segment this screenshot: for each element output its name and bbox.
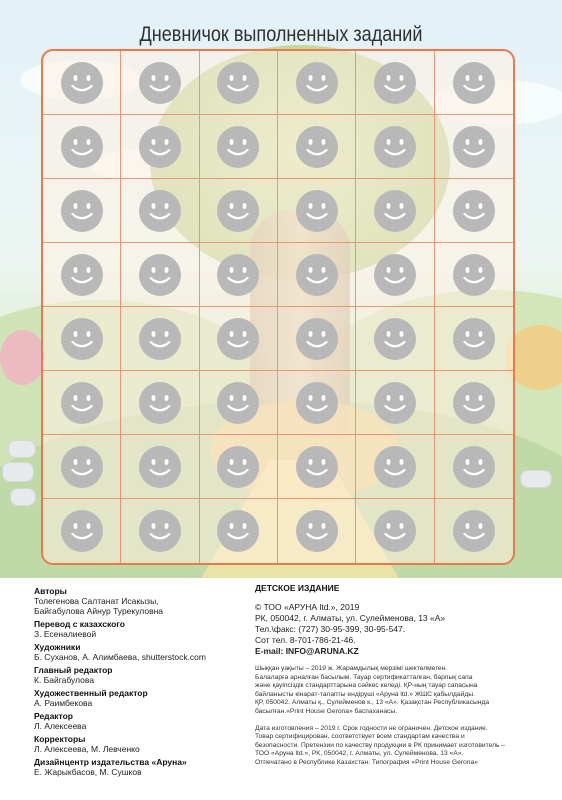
- smiley-face-icon: [216, 189, 260, 233]
- smiley-face-icon: [373, 125, 417, 169]
- grid-cell: [200, 499, 278, 563]
- smiley-face-icon: [138, 189, 182, 233]
- smiley-face-icon: [138, 61, 182, 105]
- smiley-face-icon: [295, 509, 339, 553]
- notice-line: безопасности. Претензии по качеству продукции в РК принимает изготовитель –: [255, 741, 506, 749]
- smiley-face-icon: [373, 253, 417, 297]
- smiley-face-icon: [295, 61, 339, 105]
- grid-cell: [356, 371, 434, 435]
- smiley-face-icon: [60, 317, 104, 361]
- smiley-face-icon: [452, 381, 496, 425]
- credit-name-line: К. Байгабулова: [34, 675, 95, 685]
- smiley-face-icon: [60, 189, 104, 233]
- page-title: Дневничок выполненных заданий: [139, 23, 423, 46]
- smiley-face-icon: [373, 509, 417, 553]
- grid-cell: [121, 499, 199, 563]
- publisher-column: [255, 583, 540, 768]
- credit-name-line: З. Есеналиевой: [34, 629, 97, 639]
- smiley-face-icon: [452, 509, 496, 553]
- grid-cell: [200, 51, 278, 115]
- publisher-line: РК, 050042, г. Алматы, ул. Сулейменова, 13 «А»: [255, 613, 446, 623]
- grid-cell: [278, 435, 356, 499]
- smiley-face-icon: [452, 61, 496, 105]
- smiley-face-icon: [452, 189, 496, 233]
- smiley-face-icon: [138, 253, 182, 297]
- smiley-face-icon: [452, 445, 496, 489]
- credit-role: Дизайнцентр издательства «Аруна»: [34, 757, 187, 767]
- publisher-line: Тел.\факс: (727) 30-95-399, 30-95-547.: [255, 624, 406, 634]
- grid-cell: [356, 179, 434, 243]
- grid-cell: [121, 51, 199, 115]
- smiley-face-icon: [452, 125, 496, 169]
- credit-names: [34, 744, 249, 754]
- grid-cell: [356, 115, 434, 179]
- credit-role: Перевод с казахского: [34, 619, 125, 629]
- smiley-face-icon: [373, 381, 417, 425]
- smiley-face-icon: [60, 381, 104, 425]
- notice-line: және қауіпсіздік стандарттарына сәйкес келеді. ҚР-ның тауар сапасына: [255, 682, 478, 690]
- grid-cell: [435, 115, 513, 179]
- smiley-face-icon: [138, 509, 182, 553]
- credit-names: [34, 652, 249, 662]
- grid-cell: [43, 243, 121, 307]
- smiley-face-icon: [295, 253, 339, 297]
- smiley-face-icon: [216, 509, 260, 553]
- credit-name-line: А. Раимбекова: [34, 698, 93, 708]
- smiley-face-icon: [60, 125, 104, 169]
- kids-edition-label: ДЕТСКОЕ ИЗДАНИЕ: [255, 583, 340, 593]
- notice-line: Отпечатано в Республике Казахстан. Типография «Print House Gerona»: [255, 758, 478, 766]
- notice-line: байланысты кінарат-талапты ендіруші «Аруна ltd.» ЖШС қабылдайды.: [255, 690, 475, 698]
- grid-cell: [43, 371, 121, 435]
- grid-cell: [121, 115, 199, 179]
- notice-line: ТОО «Аруна ltd.», РК, 050042, г. Алматы, ул. Сулейменова, 13 «А».: [255, 750, 464, 758]
- grid-cell: [43, 115, 121, 179]
- smiley-face-icon: [216, 317, 260, 361]
- smiley-face-icon: [452, 317, 496, 361]
- grid-cell: [278, 51, 356, 115]
- grid-cell: [200, 179, 278, 243]
- smiley-face-icon: [373, 317, 417, 361]
- smiley-face-icon: [295, 189, 339, 233]
- grid-cell: [435, 51, 513, 115]
- credit-name-line: Е. Жарыкбасов, М. Сушков: [34, 767, 142, 777]
- smiley-face-icon: [216, 381, 260, 425]
- imprint-section: [0, 578, 562, 800]
- credit-role: Редактор: [34, 711, 73, 721]
- smiley-face-icon: [295, 381, 339, 425]
- grid-cell: [121, 435, 199, 499]
- grid-cell: [43, 435, 121, 499]
- kazakh-notice: [255, 665, 540, 717]
- grid-cell: [356, 51, 434, 115]
- smiley-face-icon: [60, 445, 104, 489]
- publisher-email: E-mail: INFO@ARUNA.KZ: [255, 646, 359, 656]
- grid-cell: [200, 307, 278, 371]
- smiley-face-icon: [373, 189, 417, 233]
- grid-cell: [121, 371, 199, 435]
- smiley-face-icon: [138, 445, 182, 489]
- credit-name-line: Л. Алексеева: [34, 721, 87, 731]
- smiley-face-icon: [216, 253, 260, 297]
- grid-cell: [435, 179, 513, 243]
- credit-name-line: Толегенова Салтанат Исакызы,: [34, 596, 159, 606]
- credit-names: [34, 675, 249, 685]
- grid-cell: [200, 435, 278, 499]
- grid-cell: [278, 179, 356, 243]
- grid-cell: [356, 499, 434, 563]
- smiley-face-icon: [60, 253, 104, 297]
- grid-cell: [278, 307, 356, 371]
- smiley-face-icon: [373, 61, 417, 105]
- notice-line: ҚР, 050042. Алматы қ., Сулейменов к., 13 «А». Қазақстан Республикасында: [255, 699, 490, 707]
- grid-cell: [356, 307, 434, 371]
- credit-names: [34, 596, 249, 616]
- grid-cell: [43, 51, 121, 115]
- credit-name-line: Б. Суханов, А. Алимбаева, shutterstock.com: [34, 652, 206, 662]
- smiley-grid: [43, 51, 513, 563]
- credit-role: Главный редактор: [34, 665, 113, 675]
- credit-role: Корректоры: [34, 734, 86, 744]
- grid-cell: [121, 179, 199, 243]
- smiley-face-icon: [138, 381, 182, 425]
- task-tracker-board: [41, 49, 515, 565]
- smiley-face-icon: [216, 61, 260, 105]
- grid-cell: [200, 371, 278, 435]
- publisher-line: Сот тел. 8-701-786-21-46.: [255, 635, 356, 645]
- smiley-face-icon: [60, 61, 104, 105]
- smiley-face-icon: [138, 125, 182, 169]
- credit-names: [34, 721, 249, 731]
- credit-role: Художественный редактор: [34, 688, 148, 698]
- notice-line: Дата изготовления – 2019 г. Срок годности не ограничен. Детское издание.: [255, 724, 488, 732]
- credit-names: [34, 629, 249, 639]
- grid-cell: [435, 243, 513, 307]
- grid-cell: [43, 179, 121, 243]
- notice-line: Товар сертифицирован, соответствует всем стандартам качества и: [255, 733, 465, 741]
- grid-cell: [356, 435, 434, 499]
- smiley-face-icon: [295, 125, 339, 169]
- grid-cell: [435, 499, 513, 563]
- smiley-face-icon: [216, 445, 260, 489]
- credit-name-line: Байгабулова Айнур Турекуловна: [34, 606, 164, 616]
- notice-line: басылған.«Print House Gerona» баспаханасы.: [255, 707, 398, 715]
- smiley-face-icon: [373, 445, 417, 489]
- credits-column: [34, 583, 249, 777]
- grid-cell: [43, 499, 121, 563]
- smiley-face-icon: [138, 317, 182, 361]
- smiley-face-icon: [295, 445, 339, 489]
- smiley-face-icon: [60, 509, 104, 553]
- publisher-line: © ТОО «АРУНА ltd.», 2019: [255, 602, 360, 612]
- grid-cell: [200, 115, 278, 179]
- grid-cell: [356, 243, 434, 307]
- grid-cell: [278, 243, 356, 307]
- grid-cell: [278, 115, 356, 179]
- credit-role: Авторы: [34, 586, 67, 596]
- grid-cell: [200, 243, 278, 307]
- grid-cell: [435, 435, 513, 499]
- grid-cell: [435, 307, 513, 371]
- grid-cell: [435, 371, 513, 435]
- smiley-face-icon: [295, 317, 339, 361]
- notice-line: Балаларға арналған басылым. Тауар сертификатталған, барлық сапа: [255, 673, 473, 681]
- grid-cell: [278, 499, 356, 563]
- credit-name-line: Л. Алексеева, М. Левченко: [34, 744, 140, 754]
- credit-names: [34, 767, 249, 777]
- credit-names: [34, 698, 249, 708]
- grid-cell: [121, 243, 199, 307]
- publisher-contacts: [255, 602, 540, 646]
- grid-cell: [121, 307, 199, 371]
- notice-line: Шыққан уақыты – 2019 ж. Жарамдылық мерзімі шектелмеген.: [255, 665, 448, 672]
- grid-cell: [278, 371, 356, 435]
- grid-cell: [43, 307, 121, 371]
- smiley-face-icon: [216, 125, 260, 169]
- russian-notice: [255, 725, 540, 768]
- smiley-face-icon: [452, 253, 496, 297]
- credit-role: Художники: [34, 642, 81, 652]
